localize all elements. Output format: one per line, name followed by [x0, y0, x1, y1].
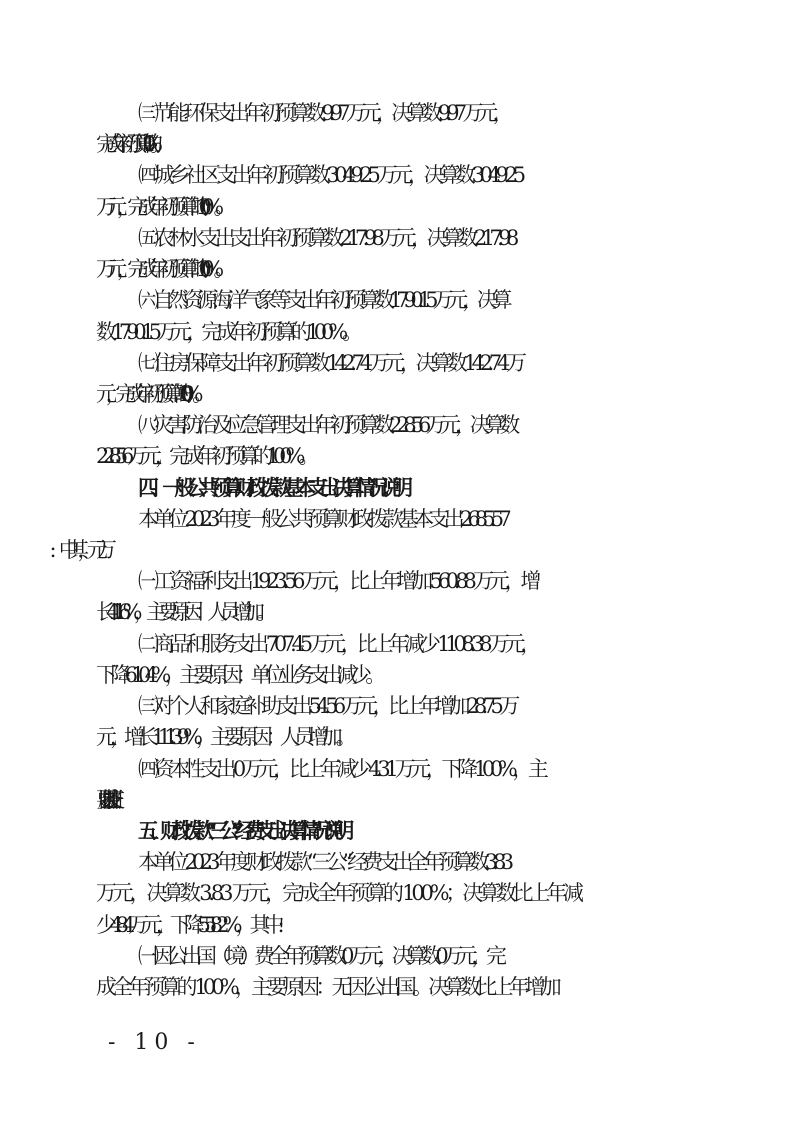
- text-line: 完成年初预算的 100%。: [96, 132, 158, 156]
- text-line: ㈠工资福利支出 1923.56 万元，比上年增加 560.88 万元，增: [138, 569, 537, 593]
- text-line: ㈣资本性支出 0 万元，比上年减少 4.31 万元，下降 100%，主: [138, 757, 544, 781]
- text-line: ㈢对个人和家庭补助支出 54.56 万元，比上年增加 28.75 万: [138, 694, 515, 718]
- text-line: ㈢节能环保支出年初预算数 9.97 万元，决算数 9.97 万元，: [138, 101, 508, 125]
- text-line: ㈡商品和服务支出 707.45 万元，比上年减少 1108.38 万元，: [138, 632, 537, 656]
- section-heading: 五、财政拨款“三公”经费支出决算情况说明: [138, 819, 345, 843]
- text-line: 228.56 万元，完成年初预算的 100%。: [96, 444, 313, 468]
- text-line: 元，增长 111.39%，主要原因：人员增加。: [96, 725, 350, 749]
- text-line: 下降 61.04%，主要原因：单位业务支出减少。: [96, 663, 380, 687]
- text-line: 少 4.84 万元，下降 55.82%，其中:: [96, 913, 278, 937]
- text-line: 成全年预算的 100%，主要原因：无因公出国。决算数比上年增加: [96, 975, 557, 999]
- text-line: 本单位 2023 年度财政拨款“三公”经费支出全年预算数 3.83: [138, 850, 509, 874]
- text-line: ㈣城乡社区支出年初预算数 3049.25 万元，决算数 3049.25: [138, 163, 521, 187]
- text-line: 要原因：控制开支。: [96, 788, 107, 812]
- text-line: ㈧灾害防治及应急管理支出年初预算数 228.56 万元，决算数: [138, 413, 515, 437]
- text-line: 数 1790.15 万元，完成年初预算的 100%。: [96, 320, 358, 344]
- text-line: 长 41.16%，主要原因：人员增加。: [96, 600, 269, 624]
- text-line: ㈥自然资源海洋气象等支出年初预算数 1790.15 万元，决算: [138, 288, 507, 312]
- page-number: - 10 -: [108, 1030, 201, 1055]
- text-line: ㈤农林水支出支出年初预算数 217.98 万元，决算数 217.98: [138, 226, 514, 250]
- text-line: 万元，完成年初预算的 100%。: [96, 195, 224, 219]
- text-line: 万元，决算数 3.83 万元，完成全年预算的 100%；决算数比上年减: [96, 881, 580, 905]
- section-heading: 四、一般公共预算财政拨款基本支出决算情况说明: [138, 476, 405, 500]
- text-line: ㈠因公出国（境）费全年预算数 0 万元，决算数 0 万元，完: [138, 944, 501, 968]
- text-line: ㈦住房保障支出年初预算数 142.74 万元，决算数 142.74 万: [138, 351, 522, 375]
- text-line: 元，完成年初预算的 100%。: [96, 382, 202, 406]
- text-line: 本单位 2023 年度一般公共预算财政拨款基本支出 2685.57: [138, 507, 506, 531]
- text-line: 万元，完成年初预算的 100%。: [96, 257, 224, 281]
